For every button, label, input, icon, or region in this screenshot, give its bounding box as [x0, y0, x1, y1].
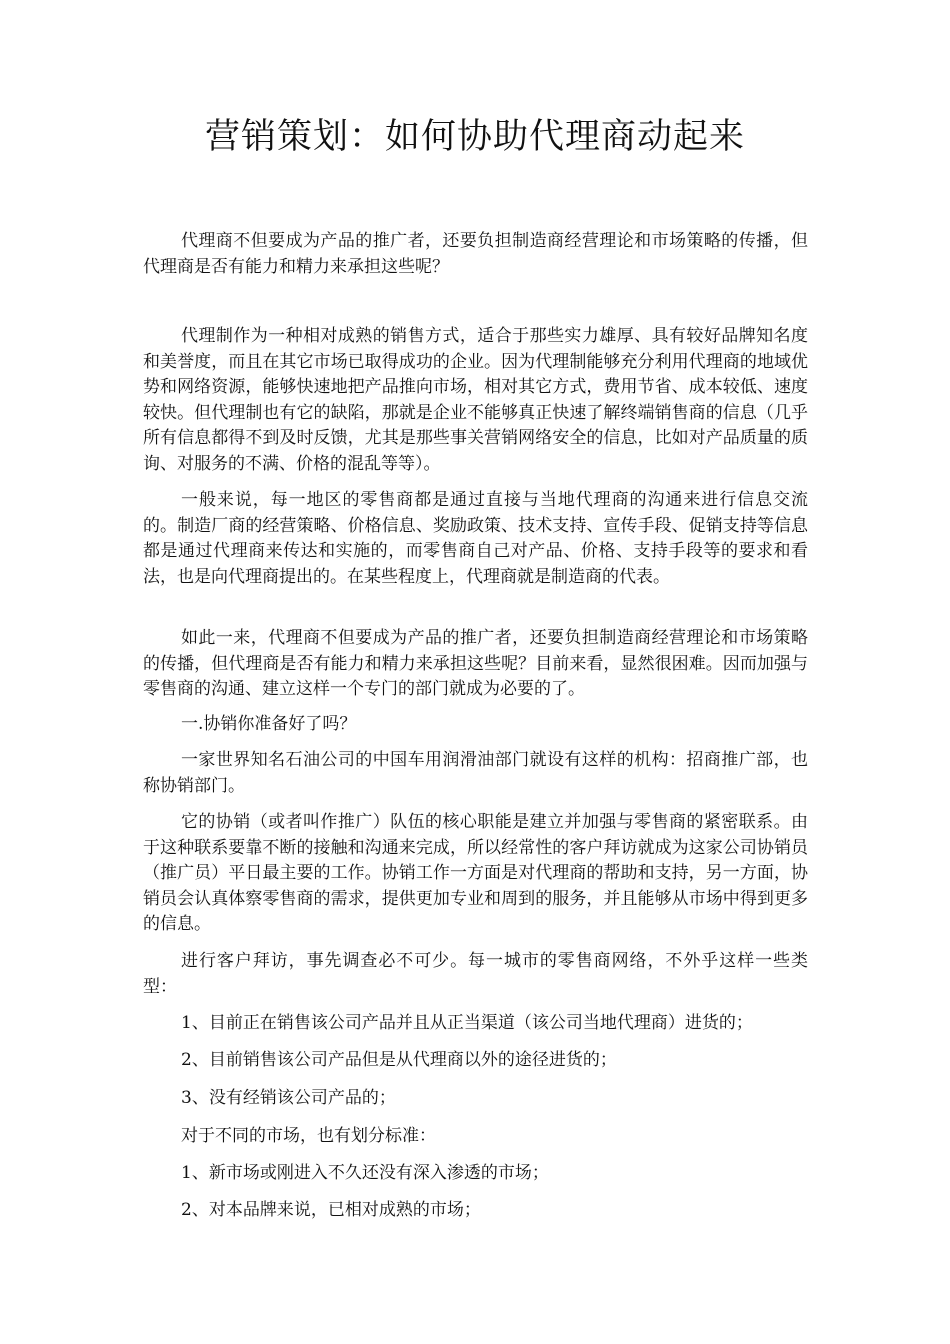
section-heading-block	[143, 712, 808, 738]
paragraph-2-block	[143, 488, 808, 590]
paragraph-1-block	[143, 324, 808, 477]
paragraph: 代理制作为一种相对成熟的销售方式，适合于那些实力雄厚、具有较好品牌知名度和美誉度，而且在其它市场已取得成功的企业。因为代理制能够充分利用代理商的地域优势和网络资源，能够快速地把产品推向市场，相对其它方式，费用节省、成本较低、速度较快。但代理制也有它的缺陷，那就是企业不能够真正快速了解终端销售商的信息（几乎所有信息都得不到及时反馈，尤其是那些事关营销网络安全的信息，比如对产品质量的质询、对服务的不满、价格的混乱等等）。	[143, 326, 808, 474]
list-item-block	[143, 1048, 808, 1074]
paragraph-block	[143, 1124, 808, 1150]
document-title: 营销策划：如何协助代理商动起来	[204, 117, 745, 157]
list-item: 1、新市场或刚进入不久还没有深入渗透的市场；	[181, 1163, 549, 1183]
paragraph-3-block	[143, 626, 808, 703]
paragraph: 一般来说，每一地区的零售商都是通过直接与当地代理商的沟通来进行信息交流的。制造厂商的经营策略、价格信息、奖励政策、技术支持、宣传手段、促销支持等信息都是通过代理商来传达和实施的，而零售商自己对产品、价格、支持手段等的要求和看法，也是向代理商提出的。在某些程度上，代理商就是制造商的代表。	[143, 490, 808, 587]
list-item: 2、对本品牌来说，已相对成熟的市场；	[181, 1200, 481, 1220]
intro-paragraph: 代理商不但要成为产品的推广者，还要负担制造商经营理论和市场策略的传播，但代理商是否有能力和精力来承担这些呢？	[143, 231, 808, 277]
list-item: 3、没有经销该公司产品的；	[181, 1088, 396, 1108]
paragraph: 一家世界知名石油公司的中国车用润滑油部门就设有这样的机构：招商推广部，也称协销部门。	[143, 750, 808, 796]
list-item-block	[143, 1161, 808, 1187]
list-item-block	[143, 1086, 808, 1112]
paragraph-7-block	[143, 949, 808, 1000]
list-item: 1、目前正在销售该公司产品并且从正当渠道（该公司当地代理商）进货的；	[181, 1013, 753, 1033]
intro-block	[143, 229, 808, 280]
paragraph-6-block	[143, 810, 808, 938]
paragraph: 进行客户拜访，事先调查必不可少。每一城市的零售商网络，不外乎这样一些类型：	[143, 951, 808, 997]
list-item: 2、目前销售该公司产品但是从代理商以外的途径进货的；	[181, 1050, 617, 1070]
list-item-block	[143, 1198, 808, 1224]
section-heading: 一.协销你准备好了吗？	[181, 714, 357, 734]
paragraph: 如此一来，代理商不但要成为产品的推广者，还要负担制造商经营理论和市场策略的传播，但代理商是否有能力和精力来承担这些呢？目前来看，显然很困难。因而加强与零售商的沟通、建立这样一个专门的部门就成为必要的了。	[143, 628, 808, 699]
paragraph: 它的协销（或者叫作推广）队伍的核心职能是建立并加强与零售商的紧密联系。由于这种联系要靠不断的接触和沟通来完成，所以经常性的客户拜访就成为这家公司协销员（推广员）平日最主要的工作。协销工作一方面是对代理商的帮助和支持，另一方面，协销员会认真体察零售商的需求，提供更加专业和周到的服务，并且能够从市场中得到更多的信息。	[143, 812, 808, 934]
paragraph-5-block	[143, 748, 808, 799]
list-item-block	[143, 1011, 808, 1037]
paragraph: 对于不同的市场，也有划分标准：	[181, 1126, 436, 1146]
